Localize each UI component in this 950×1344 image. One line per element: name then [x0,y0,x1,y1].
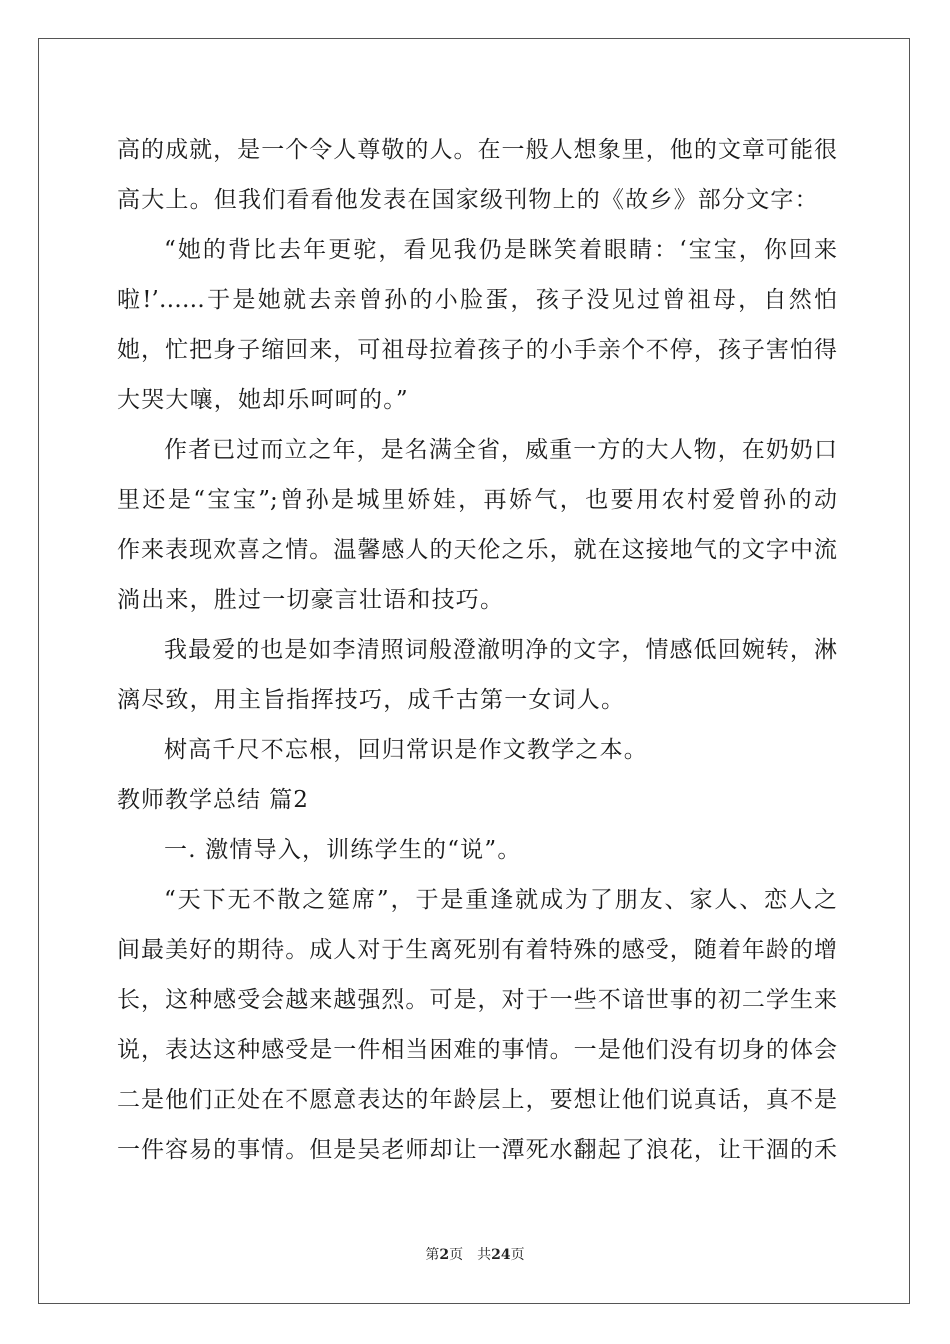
page-prefix: 第 [425,1247,440,1263]
text-line: 作者已过而立之年，是名满全省，威重一方的大人物，在奶奶口 [164,437,837,463]
text-line: 一. 激情导入，训练学生的“说”。 [164,837,522,863]
text-line: 一件容易的事情。但是吴老师却让一潭死水翻起了浪花，让干涸的禾 [117,1137,837,1163]
page-footer [0,1244,950,1264]
text-line: 高大上。但我们看看他发表在国家级刊物上的《故乡》部分文字： [117,187,819,213]
total-pages-number: 24 [491,1247,511,1263]
text-line: 她，忙把身子缩回来，可祖母拉着孩子的小手亲个不停，孩子害怕得 [117,337,837,363]
text-line: 里还是“宝宝”;曾孙是城里娇娃，再娇气，也要用农村爱曾孙的动 [117,487,837,513]
total-prefix: 共 [477,1247,492,1263]
current-page-number: 2 [439,1247,450,1263]
text-line: “天下无不散之筵席”，于是重逢就成为了朋友、家人、恋人之 [164,887,837,913]
text-line: 啦!’……于是她就去亲曾孙的小脸蛋，孩子没见过曾祖母，自然怕 [117,287,837,313]
text-line: 二是他们正处在不愿意表达的年龄层上，要想让他们说真话，真不是 [117,1087,837,1113]
text-line: 说，表达这种感受是一件相当困难的事情。一是他们没有切身的体会 [117,1037,837,1063]
document-body [117,128,837,1178]
text-line: 淌出来，胜过一切豪言壮语和技巧。 [117,587,505,613]
text-line: 树高千尺不忘根，回归常识是作文教学之本。 [164,737,648,763]
section-heading: 教师教学总结 篇2 [117,787,309,813]
page-suffix: 页 [449,1247,464,1263]
text-line: 我最爱的也是如李清照词般澄澈明净的文字，情感低回婉转，淋 [164,637,837,663]
text-line: 作来表现欢喜之情。温馨感人的天伦之乐，就在这接地气的文字中流 [117,537,837,563]
total-suffix: 页 [510,1247,525,1263]
text-line: 高的成就，是一个令人尊敬的人。在一般人想象里，他的文章可能很 [117,137,837,163]
text-line: 漓尽致，用主旨指挥技巧，成千古第一女词人。 [117,687,626,713]
text-line: 大哭大嚷，她却乐呵呵的。” [117,387,409,413]
text-line: “她的背比去年更驼，看见我仍是眯笑着眼睛：‘宝宝，你回来 [164,237,837,263]
text-line: 间最美好的期待。成人对于生离死别有着特殊的感受，随着年龄的增 [117,937,837,963]
text-line: 长，这种感受会越来越强烈。可是，对于一些不谙世事的初二学生来 [117,987,837,1013]
